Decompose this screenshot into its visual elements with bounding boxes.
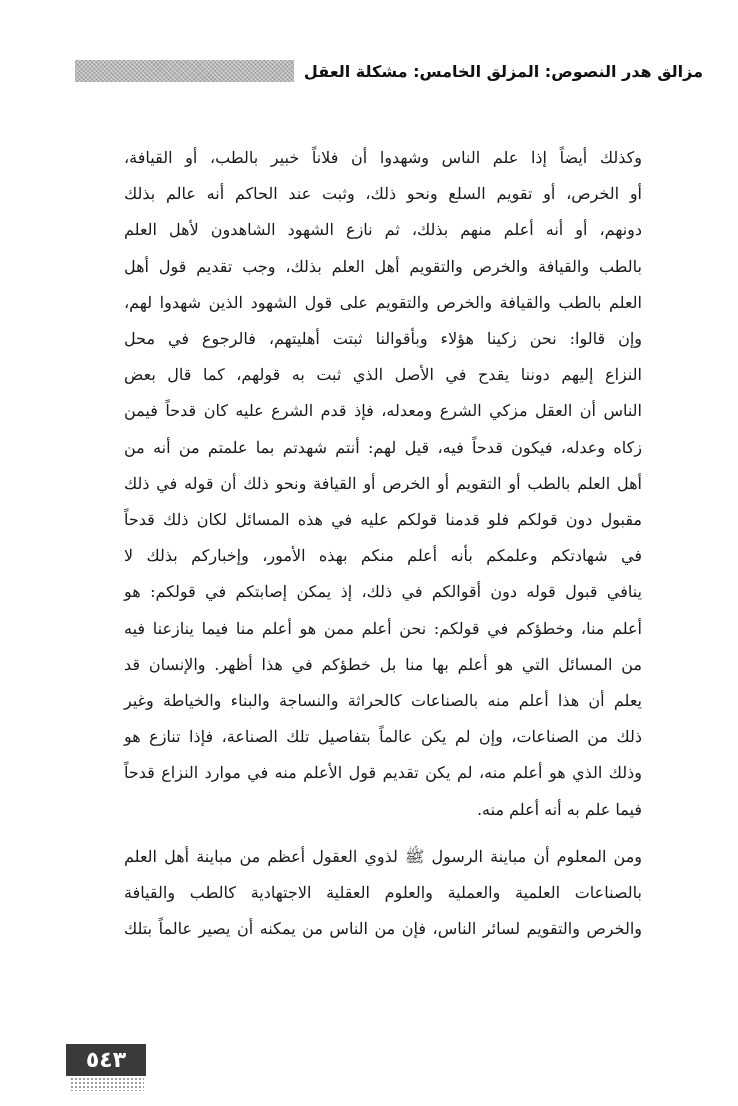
text-line: وذلك الذي هو أعلم منه، لم يكن تقديم قول الأعلم منه في موارد النزاع قدحاً [124, 763, 642, 783]
text-line: زكاه وعدله، فيكون قدحاً فيه، قيل لهم: أنتم شهدتم بما علمتم من أنه من [124, 437, 642, 457]
text-line: والخرص والتقويم لسائر الناس، فإن من الناس من يمكنه أن يصير عالماً بتلك [124, 919, 642, 939]
text-line: يعلم أن هذا أعلم منه بالصناعات كالحراثة والنساجة والبناء والخياطة وغير [124, 691, 642, 711]
text-line: أو الخرص، أو تقويم السلع ونحو ذلك، وثبت عند الحاكم أنه عالم بذلك [124, 184, 642, 204]
running-header-title: مزالق هدر النصوص: المزلق الخامس: مشكلة العقل [303, 61, 703, 81]
header-pattern-bar [75, 60, 294, 82]
paragraph-1 [124, 140, 642, 828]
text-line: العلم بالطب والقيافة والخرص والتقويم على قول الشهود الذين شهدوا لهم، [124, 292, 642, 312]
page-number-dot-pattern [70, 1077, 144, 1091]
paragraph-spacer [124, 828, 642, 839]
text-line: بالطب والقيافة والخرص والتقويم أهل العلم بذلك، وجب تقديم قول أهل [124, 256, 642, 276]
text-line: في شهادتكم وعلمكم بأنه أعلم منكم بهذه الأمور، وإخباركم بذلك لا [124, 546, 642, 566]
text-line: ذلك من الصناعات، وإن لم يكن عالماً بتفاصيل تلك الصناعة، فإذا تنازع هو [124, 727, 642, 747]
text-line: النزاع إليهم دوننا يقدح في الأصل الذي ثبت به قولهم، كما قال بعض [124, 365, 642, 385]
text-line: وإن قالوا: نحن زكينا هؤلاء وبأقوالنا ثبتت أهليتهم، فالرجوع في محل [124, 329, 642, 349]
page-number-badge [66, 1044, 146, 1076]
page-body [124, 140, 642, 947]
text-line: من المسائل التي هو أعلم بها منا بل خطؤكم في هذا أظهر. والإنسان قد [124, 654, 642, 674]
text-line: فيما علم به أنه أعلم منه. [476, 799, 642, 819]
paragraph-2 [124, 839, 642, 948]
text-line: ينافي قبول قوله دون أقوالكم في ذلك، إذ يمكن إصابتكم في قولكم: هو [124, 582, 642, 602]
text-line: الناس أن العقل مزكي الشرع ومعدله، فإذ قدم الشرع عليه كان قدحاً فيمن [124, 401, 642, 421]
text-line: مقبول دون قولكم فلو قدمنا قولكم عليه في هذه المسائل لكان ذلك قدحاً [124, 510, 642, 530]
text-line: أعلم منا، وخطؤكم في قولكم: نحن أعلم ممن هو أعلم منا فيما ينازعنا فيه [124, 618, 643, 638]
page-number: ٥٤٣ [85, 1047, 127, 1073]
text-line: أهل العلم بالطب أو التقويم أو الخرص أو القيافة ونحو ذلك أن قوله في ذلك [124, 473, 642, 493]
text-line: بالصناعات العلمية والعملية والعلوم العقلية الاجتهادية كالطب والقيافة [124, 883, 642, 903]
text-line: وكذلك أيضاً إذا علم الناس وشهدوا أن فلاناً خبير بالطب، أو القيافة، [124, 148, 642, 167]
running-header [75, 58, 703, 84]
text-line: دونهم، أو أنه أعلم منهم بذلك، ثم نازع الشهود الشاهدون لأهل العلم [124, 220, 642, 240]
text-line: ومن المعلوم أن مباينة الرسول ﷺ لذوي العقول أعظم من مباينة أهل العلم [124, 846, 642, 866]
